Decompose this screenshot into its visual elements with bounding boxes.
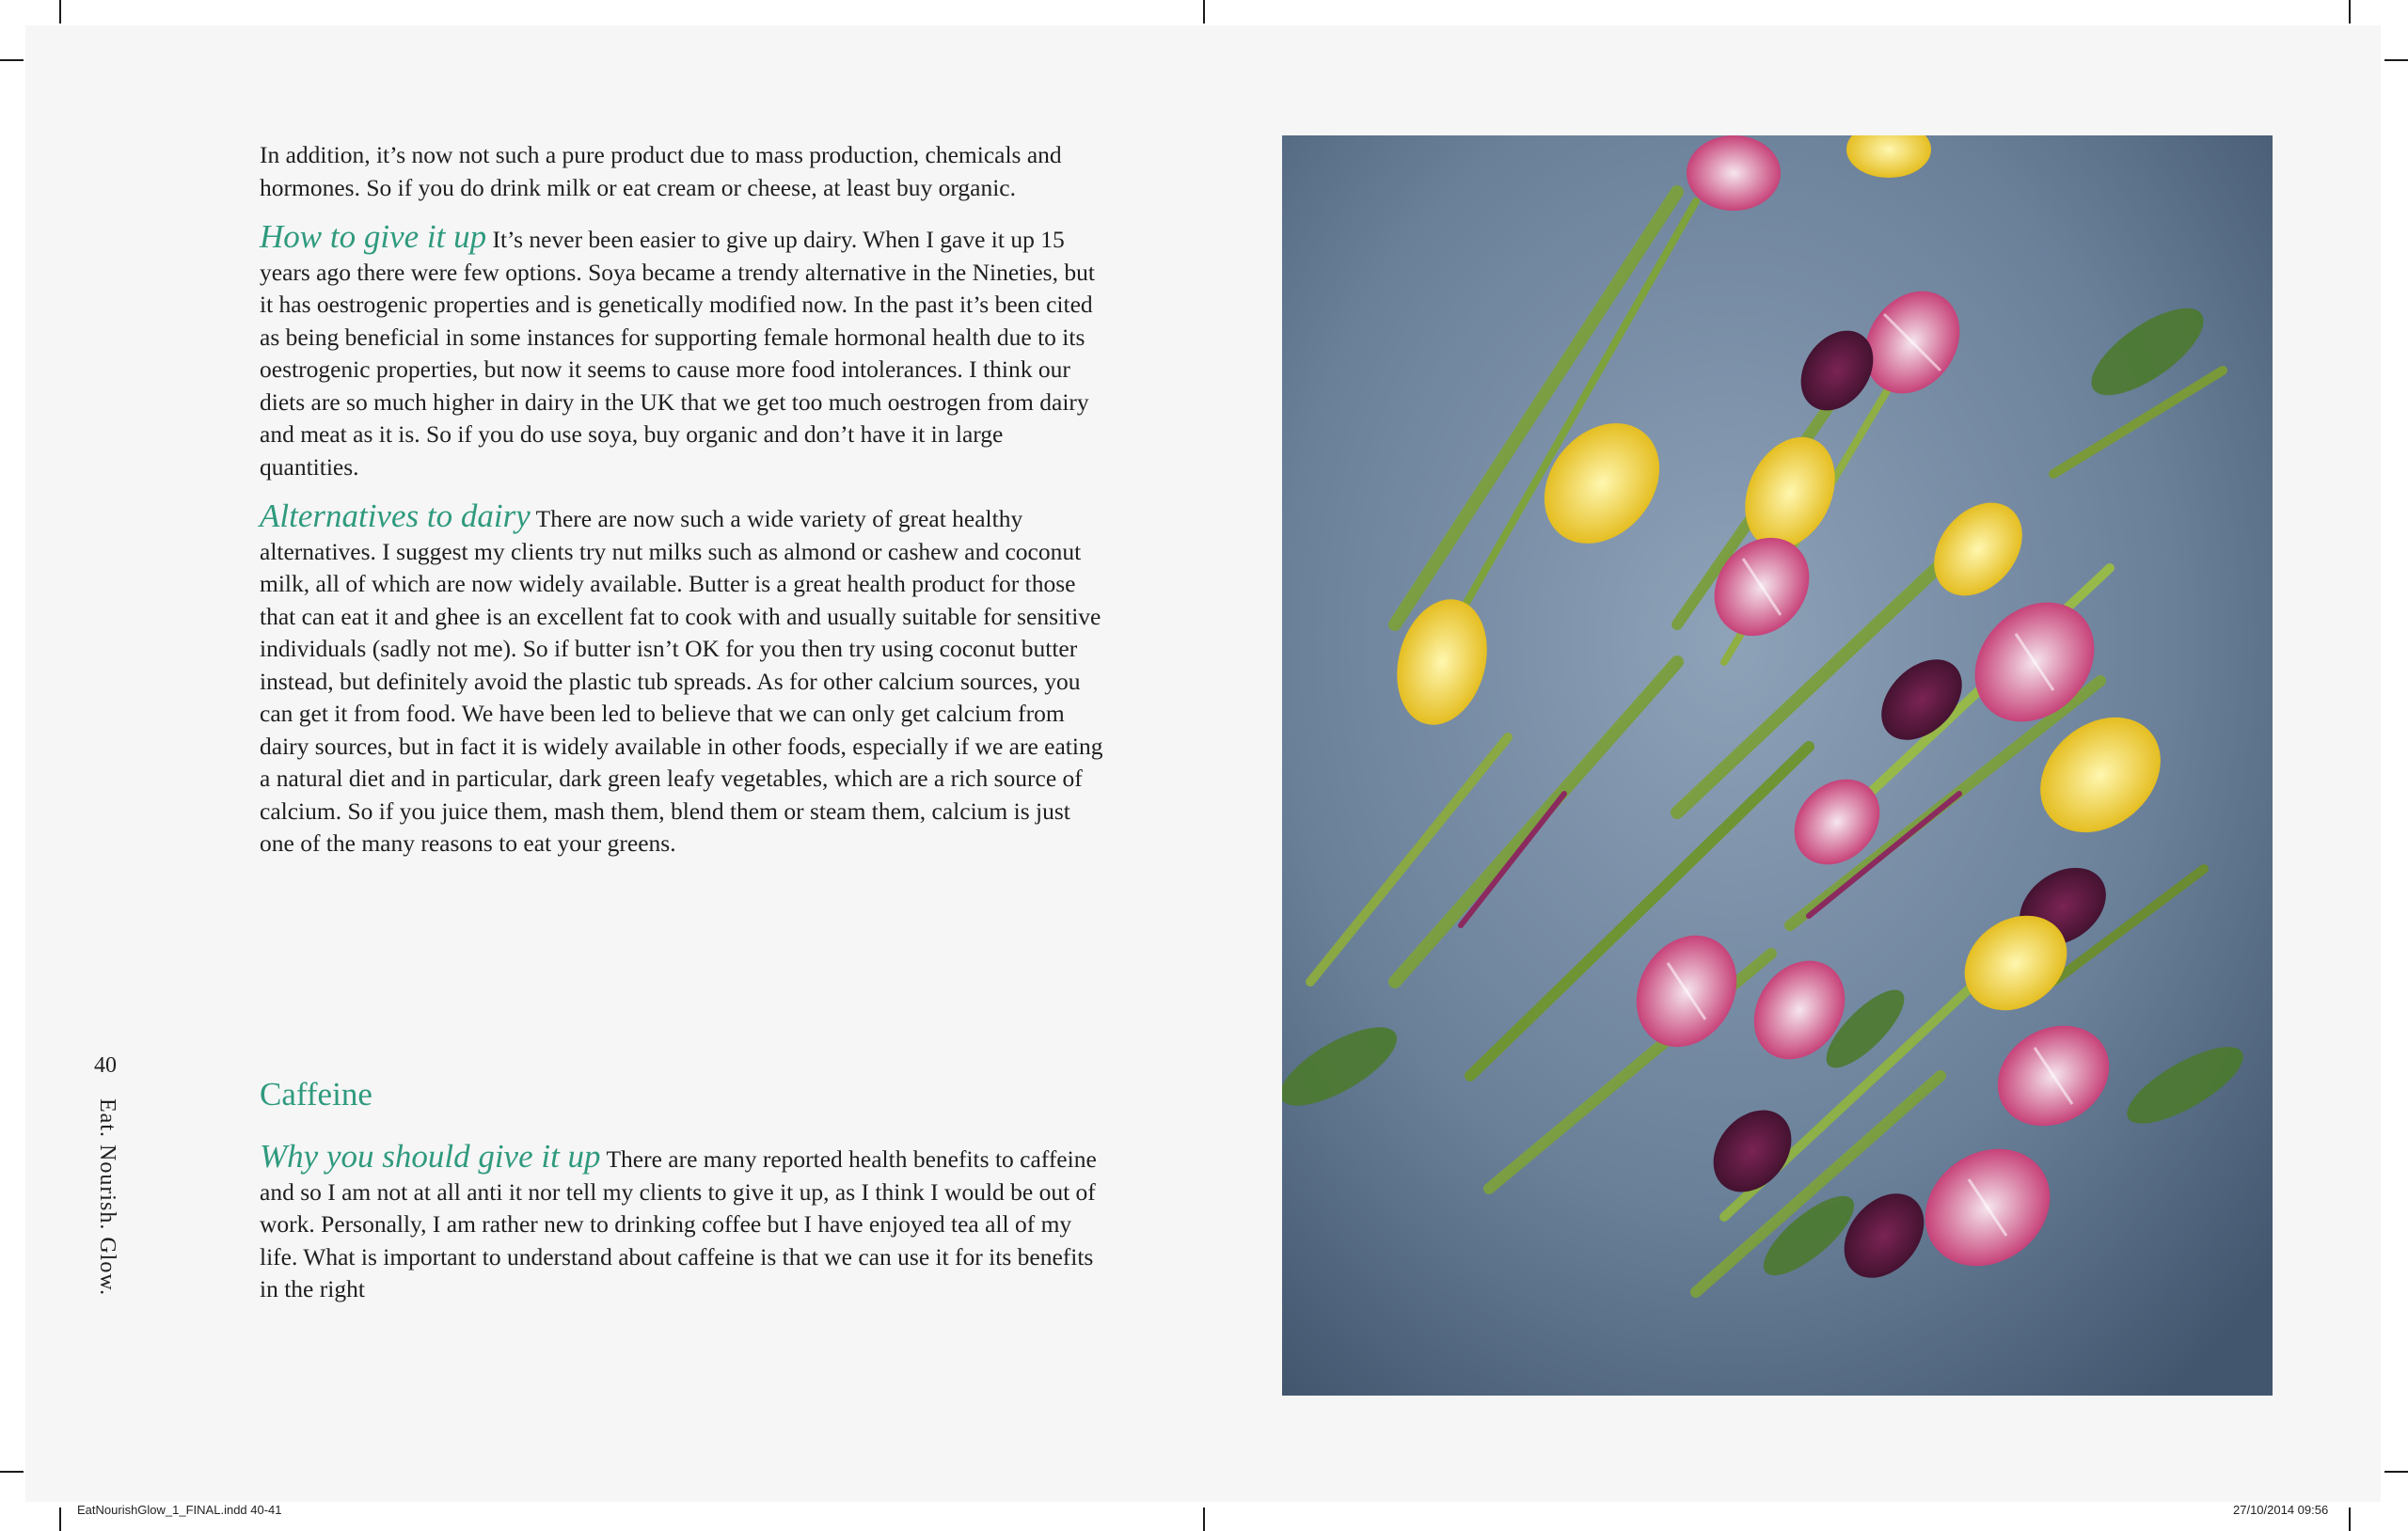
crop-mark [59, 1507, 61, 1531]
slug-filename: EatNourishGlow_1_FINAL.indd 40-41 [77, 1503, 282, 1517]
crop-mark [2349, 1507, 2351, 1531]
paragraph: Alternatives to dairy There are now such a wide variety of great healthy alternatives. I suggest my clients try nut milks such as almond or cashew and coconut milk, all of which are now widely available. Butter is a great health product for those that can eat it and ghee is an excellent fat to cook with and usually suitable for sensitive individuals (sadly not me). So if butter isn’t OK for you then try using coconut butter instead, but definitely avoid the plastic tub spreads. As for other calcium sources, you can get it from food. We have been led to believe that we can only get calcium from dairy sources, but in fact it is widely available in other foods, especially if we are eating a natural diet and in particular, dark green leafy vegetables, which are a rich source of calcium. So if you juice them, mash them, blend them or steam them, calcium is just one of the many reasons to eat your greens. [260, 497, 1103, 857]
paragraph: Why you should give it up There are many reported health benefits to caffeine and so I am not at all anti it nor tell my clients to give it up, as I think I would be out of work. Personally, I am rather new to drinking coffee but I have enjoyed tea all of my life. What is important to understand about caffeine is that we can use it for its benefits in the right [260, 1138, 1097, 1302]
crop-mark [2349, 0, 2351, 24]
lead-in-heading: Why you should give it up [260, 1138, 601, 1175]
slug-timestamp: 27/10/2014 09:56 [2233, 1503, 2329, 1517]
section-heading: Caffeine [260, 1076, 372, 1113]
crop-mark [2384, 1471, 2408, 1473]
body-text-column [260, 1138, 1106, 1323]
lead-in-heading: Alternatives to dairy [260, 497, 531, 534]
crop-mark [0, 59, 24, 61]
lead-in-heading: How to give it up [260, 218, 487, 255]
crop-mark [2384, 59, 2408, 61]
body-text-column [260, 139, 1106, 877]
beetroot-photo [1282, 135, 2273, 1396]
crop-mark [1203, 1507, 1205, 1531]
paragraph: In addition, it’s now not such a pure product due to mass production, chemicals and hormones. So if you do drink milk or eat cream or cheese, at least buy organic. [260, 141, 1062, 201]
crop-mark [59, 0, 61, 24]
crop-mark [0, 1471, 24, 1473]
crop-mark [1203, 0, 1205, 24]
paragraph: How to give it up It’s never been easier to give up dairy. When I gave it up 15 years ago there were few options. Soya became a trendy alternative in the Nineties, but it has oestrogenic properties and is genetically modified now. In the past it’s been cited as being beneficial in some instances for supporting female hormonal health due to its oestrogenic properties, but now it seems to cause more food intolerances. I think our diets are so much higher in dairy in the UK that we get too much oestrogen from dairy and meat as it is. So if you do use soya, buy organic and don’t have it in large quantities. [260, 218, 1095, 481]
page-number: 40 [94, 1053, 117, 1078]
running-title: Eat. Nourish. Glow. [95, 1098, 119, 1297]
